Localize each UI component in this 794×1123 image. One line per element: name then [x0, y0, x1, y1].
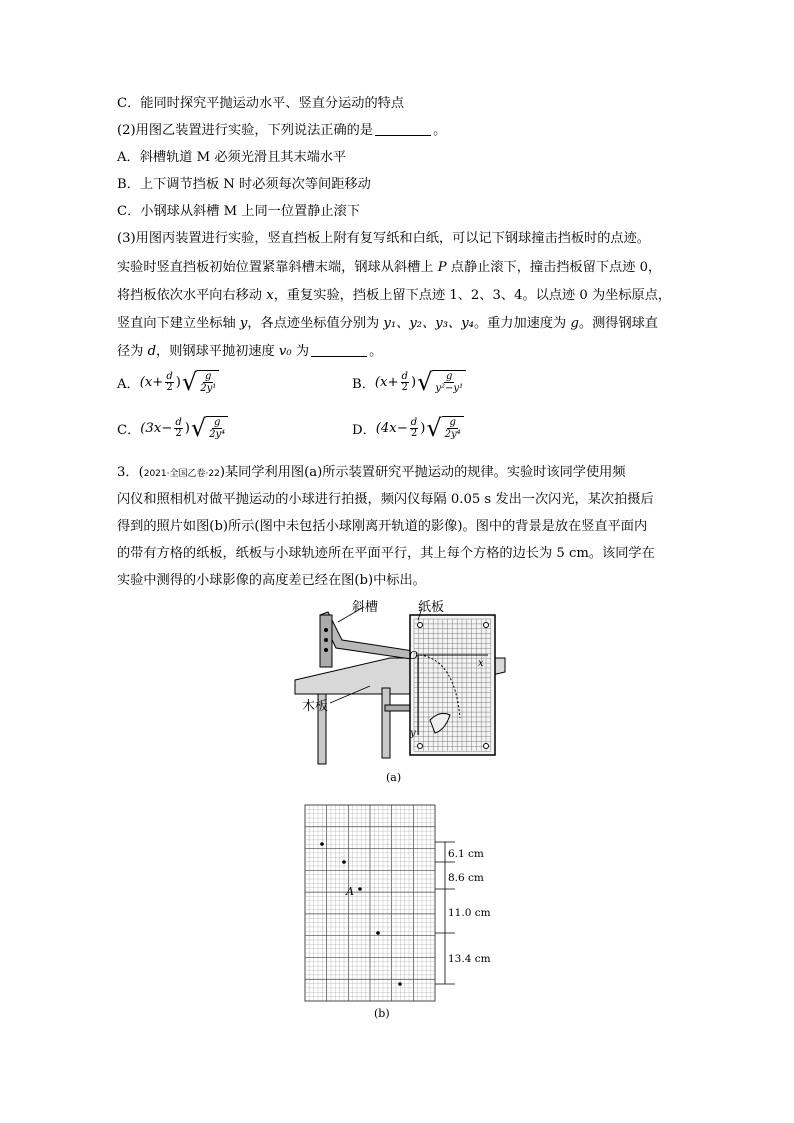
q3-line2: 闪仪和照相机对做平抛运动的小球进行拍摄，频闪仪每隔 0.05 s 发出一次闪光，某次拍摄后: [117, 492, 654, 507]
question-3-line3: 将挡板依次水平向右移动 x，重复实验，挡板上留下点迹 1、2、3、4。以点迹 0 为坐标原点，: [117, 288, 672, 303]
formula-option-a[interactable]: A． (x+ $\frac{d}{2}$ ) √ g 2y¹: [117, 370, 219, 394]
gap-1: 6.1 cm: [448, 848, 484, 860]
label-y: y: [410, 728, 416, 739]
figure-a: [290, 600, 510, 785]
chute-track: [320, 612, 420, 660]
q3-line5: 实验中测得的小球影像的高度差已经在图(b)中标出。: [117, 573, 426, 588]
formula-option-c[interactable]: C． (3x− $\frac{d}{2}$ ) √ g 2y⁴: [117, 416, 228, 440]
label-chute: 斜槽: [352, 600, 379, 615]
question-3-line5: 径为 d，则钢球平抛初速度 v₀ 为 。: [117, 344, 383, 359]
table-leg-middle: [382, 688, 390, 758]
label-x: x: [478, 658, 484, 669]
ball-image-2: [342, 860, 346, 864]
question-2-stem: (2)用图乙装置进行实验，下列说法正确的是 。: [117, 123, 447, 138]
label-o: O: [409, 649, 419, 662]
figure-b: [300, 800, 540, 1005]
caption-b: (b): [374, 1007, 390, 1020]
gap-4: 13.4 cm: [448, 953, 491, 965]
q3-line3: 得到的照片如图(b)所示(图中未包括小球刚离开轨道的影像)。图中的背景是放在竖直平面内: [117, 519, 648, 534]
label-wood: 木板: [302, 699, 329, 714]
caption-a: (a): [386, 771, 402, 784]
gap-3: 11.0 cm: [448, 907, 491, 919]
question-3-line1: (3)用图丙装置进行实验，竖直挡板上附有复写纸和白纸，可以记下钢球撞击挡板时的点迹。: [117, 231, 650, 246]
ball-image-4: [376, 931, 380, 935]
gap-2: 8.6 cm: [448, 872, 484, 884]
label-a: A: [346, 885, 354, 898]
option-c-part1: C．能同时探究平抛运动水平、竖直分运动的特点: [117, 96, 405, 111]
q3-line1: 3．(2021·全国乙卷·22)某同学利用图(a)所示装置研究平抛运动的规律。实验时该同学使用频: [117, 465, 626, 480]
ball-image-1: [320, 842, 324, 846]
ball-image-5: [398, 982, 402, 986]
answer-blank-v0[interactable]: [311, 342, 367, 357]
option-c-part2: C．小钢球从斜槽 M 上同一位置静止滚下: [117, 204, 360, 219]
q3-line4: 的带有方格的纸板，纸板与小球轨迹所在平面平行，其上每个方格的边长为 5 cm。该同学在: [117, 546, 655, 561]
label-board: 纸板: [418, 600, 445, 615]
ball-image-3: [358, 887, 362, 891]
question-3-line4: 竖直向下建立坐标轴 y，各点迹坐标值分别为 y₁、y₂、y₃、y₄。重力加速度为 g。测得钢球直: [117, 316, 659, 331]
option-b-part2: B．上下调节挡板 N 时必须每次等间距移动: [117, 177, 371, 192]
formula-option-d[interactable]: D． (4x− $\frac{d}{2}$ ) √ g 2y⁴: [352, 416, 464, 440]
option-a-part2: A．斜槽轨道 M 必须光滑且其末端水平: [117, 150, 347, 165]
question-3-line2: 实验时竖直挡板初始位置紧靠斜槽末端，钢球从斜槽上 P 点静止滚下，撞击挡板留下点迹 0，: [117, 260, 662, 275]
formula-option-b[interactable]: B． (x+ $\frac{d}{2}$ ) √ g y²−y¹: [352, 370, 466, 394]
answer-blank[interactable]: [375, 121, 431, 136]
